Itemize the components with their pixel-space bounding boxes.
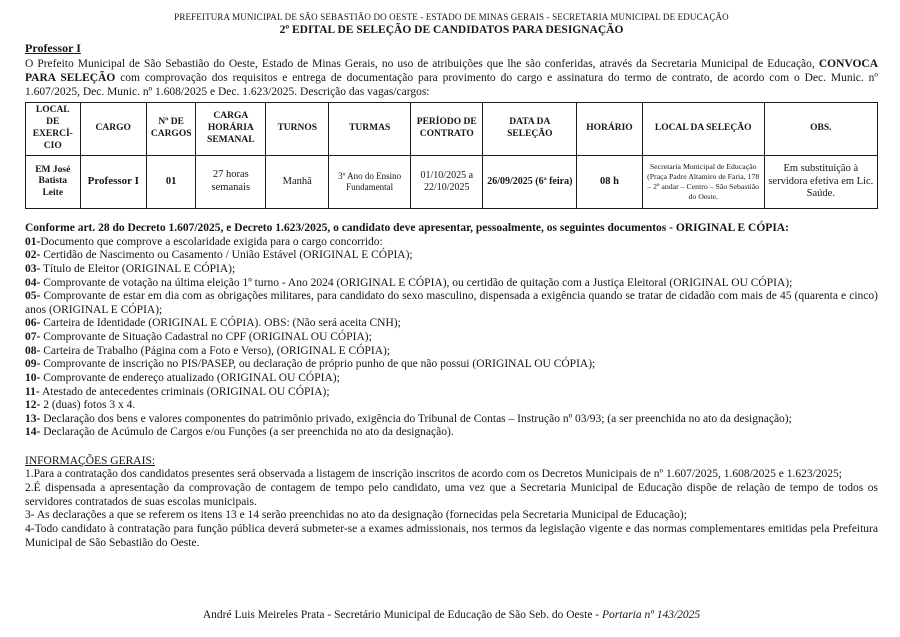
document-item-01-number: 01- xyxy=(25,235,41,248)
general-info-heading: INFORMAÇÕES GERAIS: xyxy=(25,455,156,468)
document-item-10-number: 10- xyxy=(25,371,41,384)
document-item-12 xyxy=(25,399,878,413)
document-item-05 xyxy=(25,290,878,317)
document-title: 2º EDITAL DE SELEÇÃO DE CANDIDATOS PARA DESIGNAÇÃO xyxy=(279,24,624,36)
general-info-item-1: 1.Para a contratação dos candidatos presentes será observada a listagem de inscrição inscritos de acordo com os Decretos Municipais de nº 1.607/2025, 1.608/2025 e 1.623/2025; xyxy=(25,468,842,481)
document-item-07 xyxy=(25,331,878,345)
document-item-13-number: 13- xyxy=(25,412,41,425)
document-item-04 xyxy=(25,277,878,291)
intro-convoca-bold: CONVOCA PARA SELEÇÃO xyxy=(25,58,878,84)
section-heading-professor: Professor I xyxy=(25,41,81,55)
document-item-11-number: 11- xyxy=(25,385,40,398)
general-info-section xyxy=(25,454,878,550)
documents-section xyxy=(25,222,878,440)
document-item-14-number: 14- xyxy=(25,426,41,439)
document-item-06 xyxy=(25,317,878,331)
document-item-14 xyxy=(25,426,878,440)
cell-periodo-contrato: 01/10/2025 a 22/10/2025 xyxy=(411,155,483,208)
document-item-03 xyxy=(25,263,878,277)
col-header-carga-horaria: CARGA HORÁRIA SEMANAL xyxy=(196,103,266,156)
document-item-02-text: Certidão de Nascimento ou Casamento / União Estável (ORIGINAL E CÓPIA); xyxy=(40,249,413,262)
col-header-local-selecao: LOCAL DA SELEÇÃO xyxy=(642,103,764,156)
general-info-item-4: 4-Todo candidato à contratação para função pública deverá submeter-se a exames admissionais, nos termos da legislação vigente e das normas complementares emitidas pela Prefeitura Municipal de São Sebastião do Oeste. xyxy=(25,522,878,549)
cell-turnos: Manhã xyxy=(266,155,329,208)
document-item-04-text: Comprovante de votação na última eleição 1º turno - Ano 2024 (ORIGINAL E CÓPIA), ou certidão de quitação com a Justiça Eleitoral (ORIGINAL OU CÓPIA); xyxy=(40,276,793,289)
col-header-turnos: TURNOS xyxy=(266,103,329,156)
document-item-06-text: Carteira de Identidade (ORIGINAL E CÓPIA). OBS: (Não será aceita CNH); xyxy=(40,317,401,330)
intro-text-1: O Prefeito Municipal de São Sebastião do Oeste, Estado de Minas Gerais, no uso de atribuições que lhe são conferidas, através da Secretaria Municipal de Educação, xyxy=(25,58,819,70)
vacancies-table xyxy=(25,102,878,209)
document-item-09 xyxy=(25,358,878,372)
document-item-05-text: Comprovante de estar em dia com as obrigações militares, para candidato do sexo masculino, dispensada a exigência quando se tratar de cidadão com mais de 45 (quarenta e cinco) anos (ORIGINAL E CÓPIA); xyxy=(25,290,878,316)
document-item-12-number: 12- xyxy=(25,399,41,412)
document-item-06-number: 06- xyxy=(25,317,41,330)
col-header-data-selecao: DATA DA SELEÇÃO xyxy=(483,103,577,156)
document-item-04-number: 04- xyxy=(25,276,41,289)
cell-local-exercicio: EM José Batista Leite xyxy=(26,155,81,208)
document-item-11 xyxy=(25,386,878,400)
document-item-03-number: 03- xyxy=(25,262,41,275)
signature-text: André Luis Meireles Prata - Secretário Municipal de Educação de São Seb. do Oeste - xyxy=(202,609,603,621)
general-info-item-3: 3- As declarações a que se referem os itens 13 e 14 serão preenchidas no ato da designação (fornecidas pela Secretaria Municipal de Educação); xyxy=(25,509,687,522)
cell-data-selecao: 26/09/2025 (6ª feira) xyxy=(483,155,577,208)
signature-portaria: Portaria nº 143/2025 xyxy=(602,609,701,621)
document-item-08-number: 08- xyxy=(25,344,41,357)
cell-local-selecao: Secretaria Municipal de Educação (Praça Padre Altamiro de Faria, 178 – 2º andar – Centro – São Sebastião do Oeste. xyxy=(642,155,764,208)
document-item-10 xyxy=(25,372,878,386)
documents-intro: Conforme art. 28 do Decreto 1.607/2025, e Decreto 1.623/2025, o candidato deve apresentar, pessoalmente, os seguintes documentos - ORIGINAL E CÓPIA: xyxy=(25,221,789,234)
document-item-05-number: 05- xyxy=(25,290,41,303)
document-item-02 xyxy=(25,249,878,263)
document-item-09-number: 09- xyxy=(25,358,41,371)
table-header-row xyxy=(26,103,878,156)
document-item-08-text: Carteira de Trabalho (Página com a Foto e Verso), (ORIGINAL E CÓPIA); xyxy=(40,344,391,357)
table-data-row xyxy=(26,155,878,208)
document-item-07-text: Comprovante de Situação Cadastral no CPF (ORIGINAL OU CÓPIA); xyxy=(40,331,372,344)
document-item-03-text: Título de Eleitor (ORIGINAL E CÓPIA); xyxy=(40,262,236,275)
general-info-item-2: 2.É dispensada a apresentação da comprovação de contagem de tempo pelo candidato, uma vez que a Secretaria Municipal de Educação dispõe de relação de tempo de todos os servidores contratados de suas escolas municipais. xyxy=(25,482,878,508)
document-item-01-text: Documento que comprove a escolaridade exigida para o cargo concorrido: xyxy=(40,235,383,248)
document-item-09-text: Comprovante de inscrição no PIS/PASEP, ou declaração de próprio punho de que não possui (ORIGINAL OU CÓPIA); xyxy=(40,358,596,371)
document-item-12-text: 2 (duas) fotos 3 x 4. xyxy=(40,399,136,412)
cell-cargo: Professor I xyxy=(80,155,146,208)
document-item-14-text: Declaração de Acúmulo de Cargos e/ou Funções (a ser preenchida no ato da designação). xyxy=(40,426,454,439)
col-header-num-cargos: Nº DE CARGOS xyxy=(146,103,195,156)
signature-line xyxy=(25,609,878,627)
col-header-turmas: TURMAS xyxy=(329,103,411,156)
col-header-horario: HORÁRIO xyxy=(577,103,643,156)
cell-obs: Em substituição à servidora efetiva em Lic. Saúde. xyxy=(764,155,877,208)
col-header-obs: OBS. xyxy=(764,103,877,156)
document-item-08 xyxy=(25,345,878,359)
cell-carga-horaria: 27 horas semanais xyxy=(196,155,266,208)
intro-text-2: com comprovação dos requisitos e entrega de documentação para provimento do cargo e assinatura do termo de contrato, de acordo com o Dec. Munic. nº 1.607/2025, Dec. Munic. nº 1.608/2025 e Dec. 1.623/2025. Descrição das vagas/cargos: xyxy=(25,71,878,98)
cell-num-cargos: 01 xyxy=(146,155,195,208)
intro-paragraph xyxy=(25,58,878,99)
cell-turmas: 3º Ano do Ensino Fundamental xyxy=(329,155,411,208)
document-item-10-text: Comprovante de endereço atualizado (ORIGINAL OU CÓPIA); xyxy=(40,371,340,384)
document-header-line: PREFEITURA MUNICIPAL DE SÃO SEBASTIÃO DO OESTE - ESTADO DE MINAS GERAIS - SECRETARIA MUNICIPAL DE EDUCAÇÃO xyxy=(174,12,729,22)
col-header-cargo: CARGO xyxy=(80,103,146,156)
col-header-local-exercicio: LOCAL DE EXERCÍ-CIO xyxy=(26,103,81,156)
document-item-02-number: 02- xyxy=(25,249,41,262)
document-item-11-text: Atestado de antecedentes criminais (ORIGINAL OU CÓPIA); xyxy=(39,385,330,398)
document-item-01 xyxy=(25,236,878,250)
document-item-13 xyxy=(25,413,878,427)
cell-horario: 08 h xyxy=(577,155,643,208)
document-item-07-number: 07- xyxy=(25,331,41,344)
col-header-periodo-contrato: PERÍODO DE CONTRATO xyxy=(411,103,483,156)
document-item-13-text: Declaração dos bens e valores componentes do patrimônio privado, exigência do Tribunal de Contas – Instrução nº 03/93; (a ser preenchida no ato da designação); xyxy=(40,412,792,425)
